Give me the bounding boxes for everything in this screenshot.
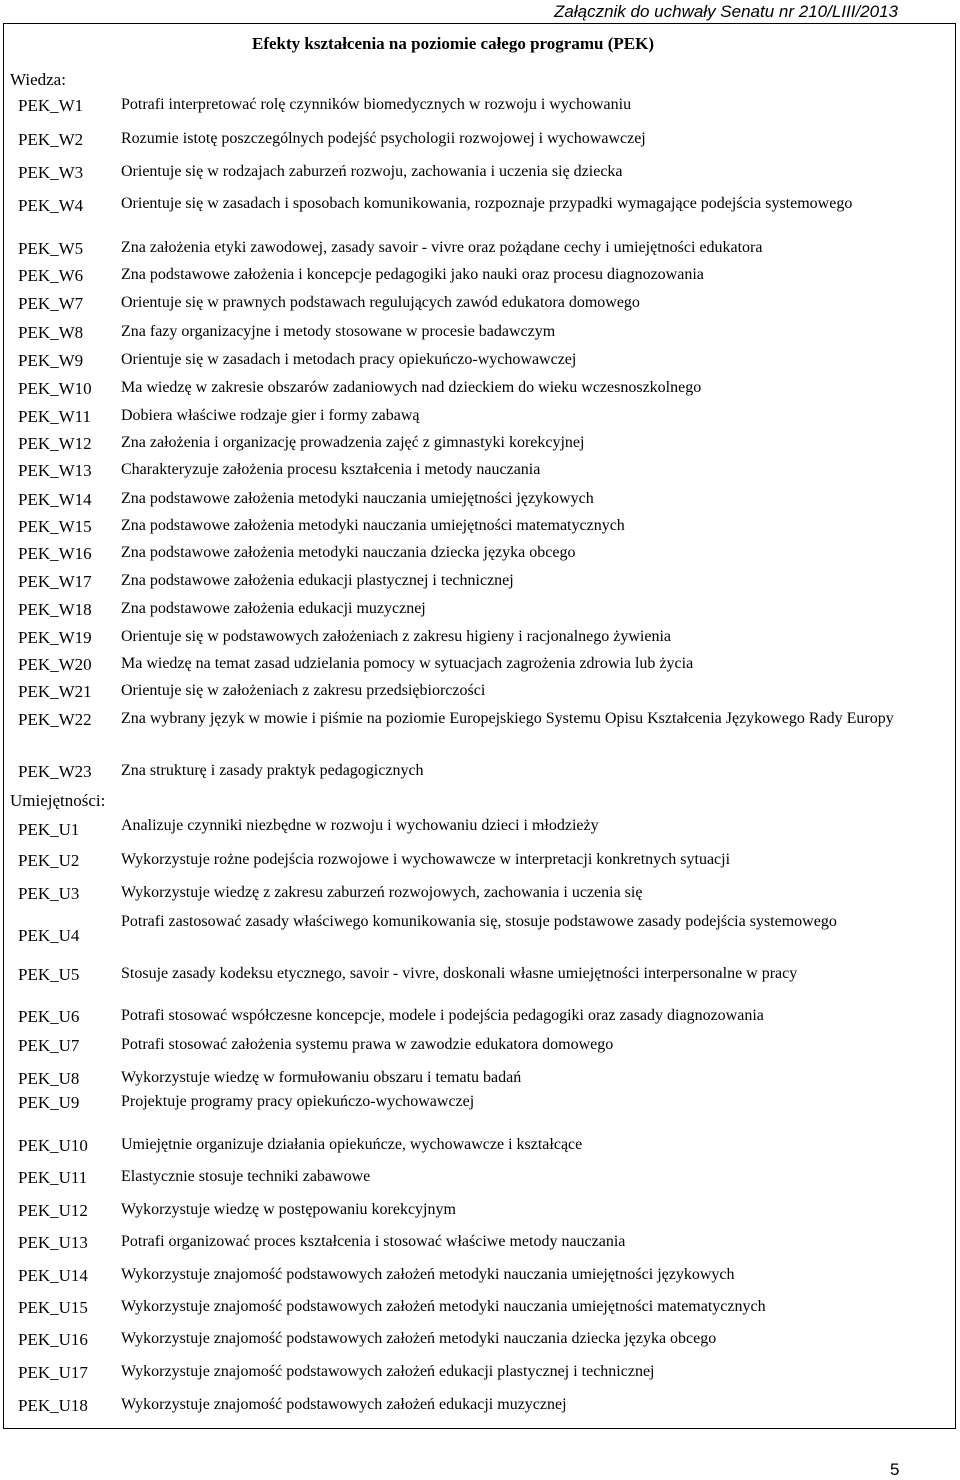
knowledge-outcome-description: Orientuje się w rodzajach zaburzeń rozwoju, zachowania i uczenia się dziecka	[121, 163, 623, 180]
skill-outcome-description: Umiejętnie organizuje działania opiekuńcze, wychowawcze i kształcące	[121, 1136, 583, 1153]
knowledge-outcome-code: PEK_W2	[18, 130, 84, 149]
page-title: Efekty kształcenia na poziomie całego programu (PEK)	[252, 34, 654, 53]
section-heading-umiejetnosci: Umiejętności:	[10, 791, 106, 810]
skill-outcome-code: PEK_U16	[18, 1330, 88, 1349]
knowledge-outcome-description: Orientuje się w zasadach i metodach pracy opiekuńczo-wychowawczej	[121, 351, 577, 368]
knowledge-outcome-code: PEK_W5	[18, 239, 84, 258]
knowledge-outcome-code: PEK_W4	[18, 196, 84, 215]
page-number: 5	[890, 1460, 900, 1479]
knowledge-outcome-description: Zna założenia etyki zawodowej, zasady savoir - vivre oraz pożądane cechy i umiejętności edukatora	[121, 239, 763, 256]
knowledge-outcome-code: PEK_W12	[18, 434, 92, 453]
knowledge-outcome-description: Zna fazy organizacyjne i metody stosowane w procesie badawczym	[121, 323, 556, 340]
skill-outcome-description: Wykorzystuje znajomość podstawowych założeń edukacji muzycznej	[121, 1396, 567, 1413]
skill-outcome-code: PEK_U17	[18, 1363, 88, 1382]
knowledge-outcome-code: PEK_W21	[18, 682, 92, 701]
knowledge-outcome-code: PEK_W7	[18, 294, 84, 313]
knowledge-outcome-code: PEK_W3	[18, 163, 84, 182]
skill-outcome-code: PEK_U7	[18, 1036, 80, 1055]
knowledge-outcome-description: Zna podstawowe założenia edukacji muzycznej	[121, 600, 426, 617]
knowledge-outcome-code: PEK_W14	[18, 490, 92, 509]
knowledge-outcome-description: Orientuje się w założeniach z zakresu przedsiębiorczości	[121, 682, 486, 699]
skill-outcome-code: PEK_U18	[18, 1396, 88, 1415]
knowledge-outcome-code: PEK_W15	[18, 517, 92, 536]
knowledge-outcome-description: Zna podstawowe założenia edukacji plastycznej i technicznej	[121, 572, 514, 589]
skill-outcome-description: Wykorzystuje znajomość podstawowych założeń edukacji plastycznej i technicznej	[121, 1363, 655, 1380]
knowledge-outcome-code: PEK_W1	[18, 96, 84, 115]
skill-outcome-description: Analizuje czynniki niezbędne w rozwoju i wychowaniu dzieci i młodzieży	[121, 817, 599, 834]
skill-outcome-description: Elastycznie stosuje techniki zabawowe	[121, 1168, 371, 1185]
skill-outcome-code: PEK_U2	[18, 851, 80, 870]
knowledge-outcome-code: PEK_W10	[18, 379, 92, 398]
knowledge-outcome-description: Zna podstawowe założenia i koncepcje pedagogiki jako nauki oraz procesu diagnozowania	[121, 266, 704, 283]
knowledge-outcome-description: Dobiera właściwe rodzaje gier i formy zabawą	[121, 407, 420, 424]
knowledge-outcome-description: Orientuje się w podstawowych założeniach z zakresu higieny i racjonalnego żywienia	[121, 628, 672, 645]
knowledge-outcome-description: Zna podstawowe założenia metodyki nauczania umiejętności matematycznych	[121, 517, 625, 534]
skill-outcome-description: Stosuje zasady kodeksu etycznego, savoir - vivre, doskonali własne umiejętności interpersonalne w pracy	[121, 965, 798, 982]
knowledge-outcome-description: Potrafi interpretować rolę czynników biomedycznych w rozwoju i wychowaniu	[121, 96, 632, 113]
knowledge-outcome-code: PEK_W20	[18, 655, 92, 674]
knowledge-outcome-description: Rozumie istotę poszczególnych podejść psychologii rozwojowej i wychowawczej	[121, 130, 646, 147]
knowledge-outcome-description: Ma wiedzę na temat zasad udzielania pomocy w sytuacjach zagrożenia zdrowia lub życia	[121, 655, 694, 672]
skill-outcome-description: Wykorzystuje rożne podejścia rozwojowe i wychowawcze w interpretacji konkretnych sytuacji	[121, 851, 731, 868]
knowledge-outcome-description: Zna założenia i organizację prowadzenia zajęć z gimnastyki korekcyjnej	[121, 434, 585, 451]
skill-outcome-description: Wykorzystuje wiedzę z zakresu zaburzeń rozwojowych, zachowania i uczenia się	[121, 884, 643, 901]
knowledge-outcome-description: Orientuje się w zasadach i sposobach komunikowania, rozpoznaje przypadki wymagające podejścia systemowego	[121, 195, 853, 212]
knowledge-outcome-description: Charakteryzuje założenia procesu kształcenia i metody nauczania	[121, 461, 541, 478]
knowledge-outcome-code: PEK_W8	[18, 323, 84, 342]
skill-outcome-description: Wykorzystuje wiedzę w formułowaniu obszaru i tematu badań	[121, 1069, 522, 1086]
skill-outcome-code: PEK_U13	[18, 1233, 88, 1252]
knowledge-outcome-code: PEK_W17	[18, 572, 92, 591]
knowledge-outcome-code: PEK_W18	[18, 600, 92, 619]
skill-outcome-description: Wykorzystuje znajomość podstawowych założeń metodyki nauczania umiejętności językowych	[121, 1266, 735, 1283]
knowledge-outcome-description: Orientuje się w prawnych podstawach regulujących zawód edukatora domowego	[121, 294, 640, 311]
skill-outcome-description: Projektuje programy pracy opiekuńczo-wychowawczej	[121, 1093, 475, 1110]
knowledge-outcome-code: PEK_W6	[18, 266, 84, 285]
skill-outcome-description: Potrafi zastosować zasady właściwego komunikowania się, stosuje podstawowe zasady podejścia systemowego	[121, 913, 837, 930]
knowledge-outcome-description: Zna podstawowe założenia metodyki nauczania dziecka języka obcego	[121, 544, 576, 561]
skill-outcome-description: Wykorzystuje znajomość podstawowych założeń metodyki nauczania umiejętności matematycznych	[121, 1298, 766, 1315]
header-note: Załącznik do uchwały Senatu nr 210/LIII/2013	[554, 2, 898, 21]
knowledge-outcome-code: PEK_W19	[18, 628, 92, 647]
skill-outcome-code: PEK_U6	[18, 1007, 80, 1026]
skill-outcome-code: PEK_U12	[18, 1201, 88, 1220]
skill-outcome-code: PEK_U11	[18, 1168, 88, 1187]
skill-outcome-code: PEK_U4	[18, 926, 80, 945]
knowledge-outcome-description: Zna wybrany język w mowie i piśmie na poziomie Europejskiego Systemu Opisu Kształcenia Językowego Rady Europy	[121, 710, 894, 727]
skill-outcome-code: PEK_U3	[18, 884, 80, 903]
knowledge-outcome-description: Ma wiedzę w zakresie obszarów zadaniowych nad dzieckiem do wieku wczesnoszkolnego	[121, 379, 702, 396]
skill-outcome-code: PEK_U1	[18, 820, 80, 839]
skill-outcome-description: Wykorzystuje znajomość podstawowych założeń metodyki nauczania dziecka języka obcego	[121, 1330, 717, 1347]
knowledge-outcome-code: PEK_W11	[18, 407, 92, 426]
knowledge-outcome-code: PEK_W9	[18, 351, 84, 370]
knowledge-outcome-code: PEK_W16	[18, 544, 92, 563]
skill-outcome-description: Potrafi stosować współczesne koncepcje, modele i podejścia pedagogiki oraz zasady diagnozowania	[121, 1007, 764, 1024]
skill-outcome-code: PEK_U9	[18, 1093, 80, 1112]
knowledge-outcome-code: PEK_W23	[18, 762, 92, 781]
skill-outcome-code: PEK_U5	[18, 965, 80, 984]
skill-outcome-description: Wykorzystuje wiedzę w postępowaniu korekcyjnym	[121, 1201, 456, 1218]
skill-outcome-code: PEK_U14	[18, 1266, 88, 1285]
section-heading-wiedza: Wiedza:	[10, 70, 66, 89]
skill-outcome-code: PEK_U15	[18, 1298, 88, 1317]
knowledge-outcome-description: Zna strukturę i zasady praktyk pedagogicznych	[121, 762, 424, 779]
skill-outcome-description: Potrafi stosować założenia systemu prawa w zawodzie edukatora domowego	[121, 1036, 614, 1053]
skill-outcome-code: PEK_U10	[18, 1136, 88, 1155]
skill-outcome-code: PEK_U8	[18, 1069, 80, 1088]
knowledge-outcome-description: Zna podstawowe założenia metodyki nauczania umiejętności językowych	[121, 490, 594, 507]
knowledge-outcome-code: PEK_W22	[18, 710, 92, 729]
knowledge-outcome-code: PEK_W13	[18, 461, 92, 480]
skill-outcome-description: Potrafi organizować proces kształcenia i stosować właściwe metody nauczania	[121, 1233, 626, 1250]
